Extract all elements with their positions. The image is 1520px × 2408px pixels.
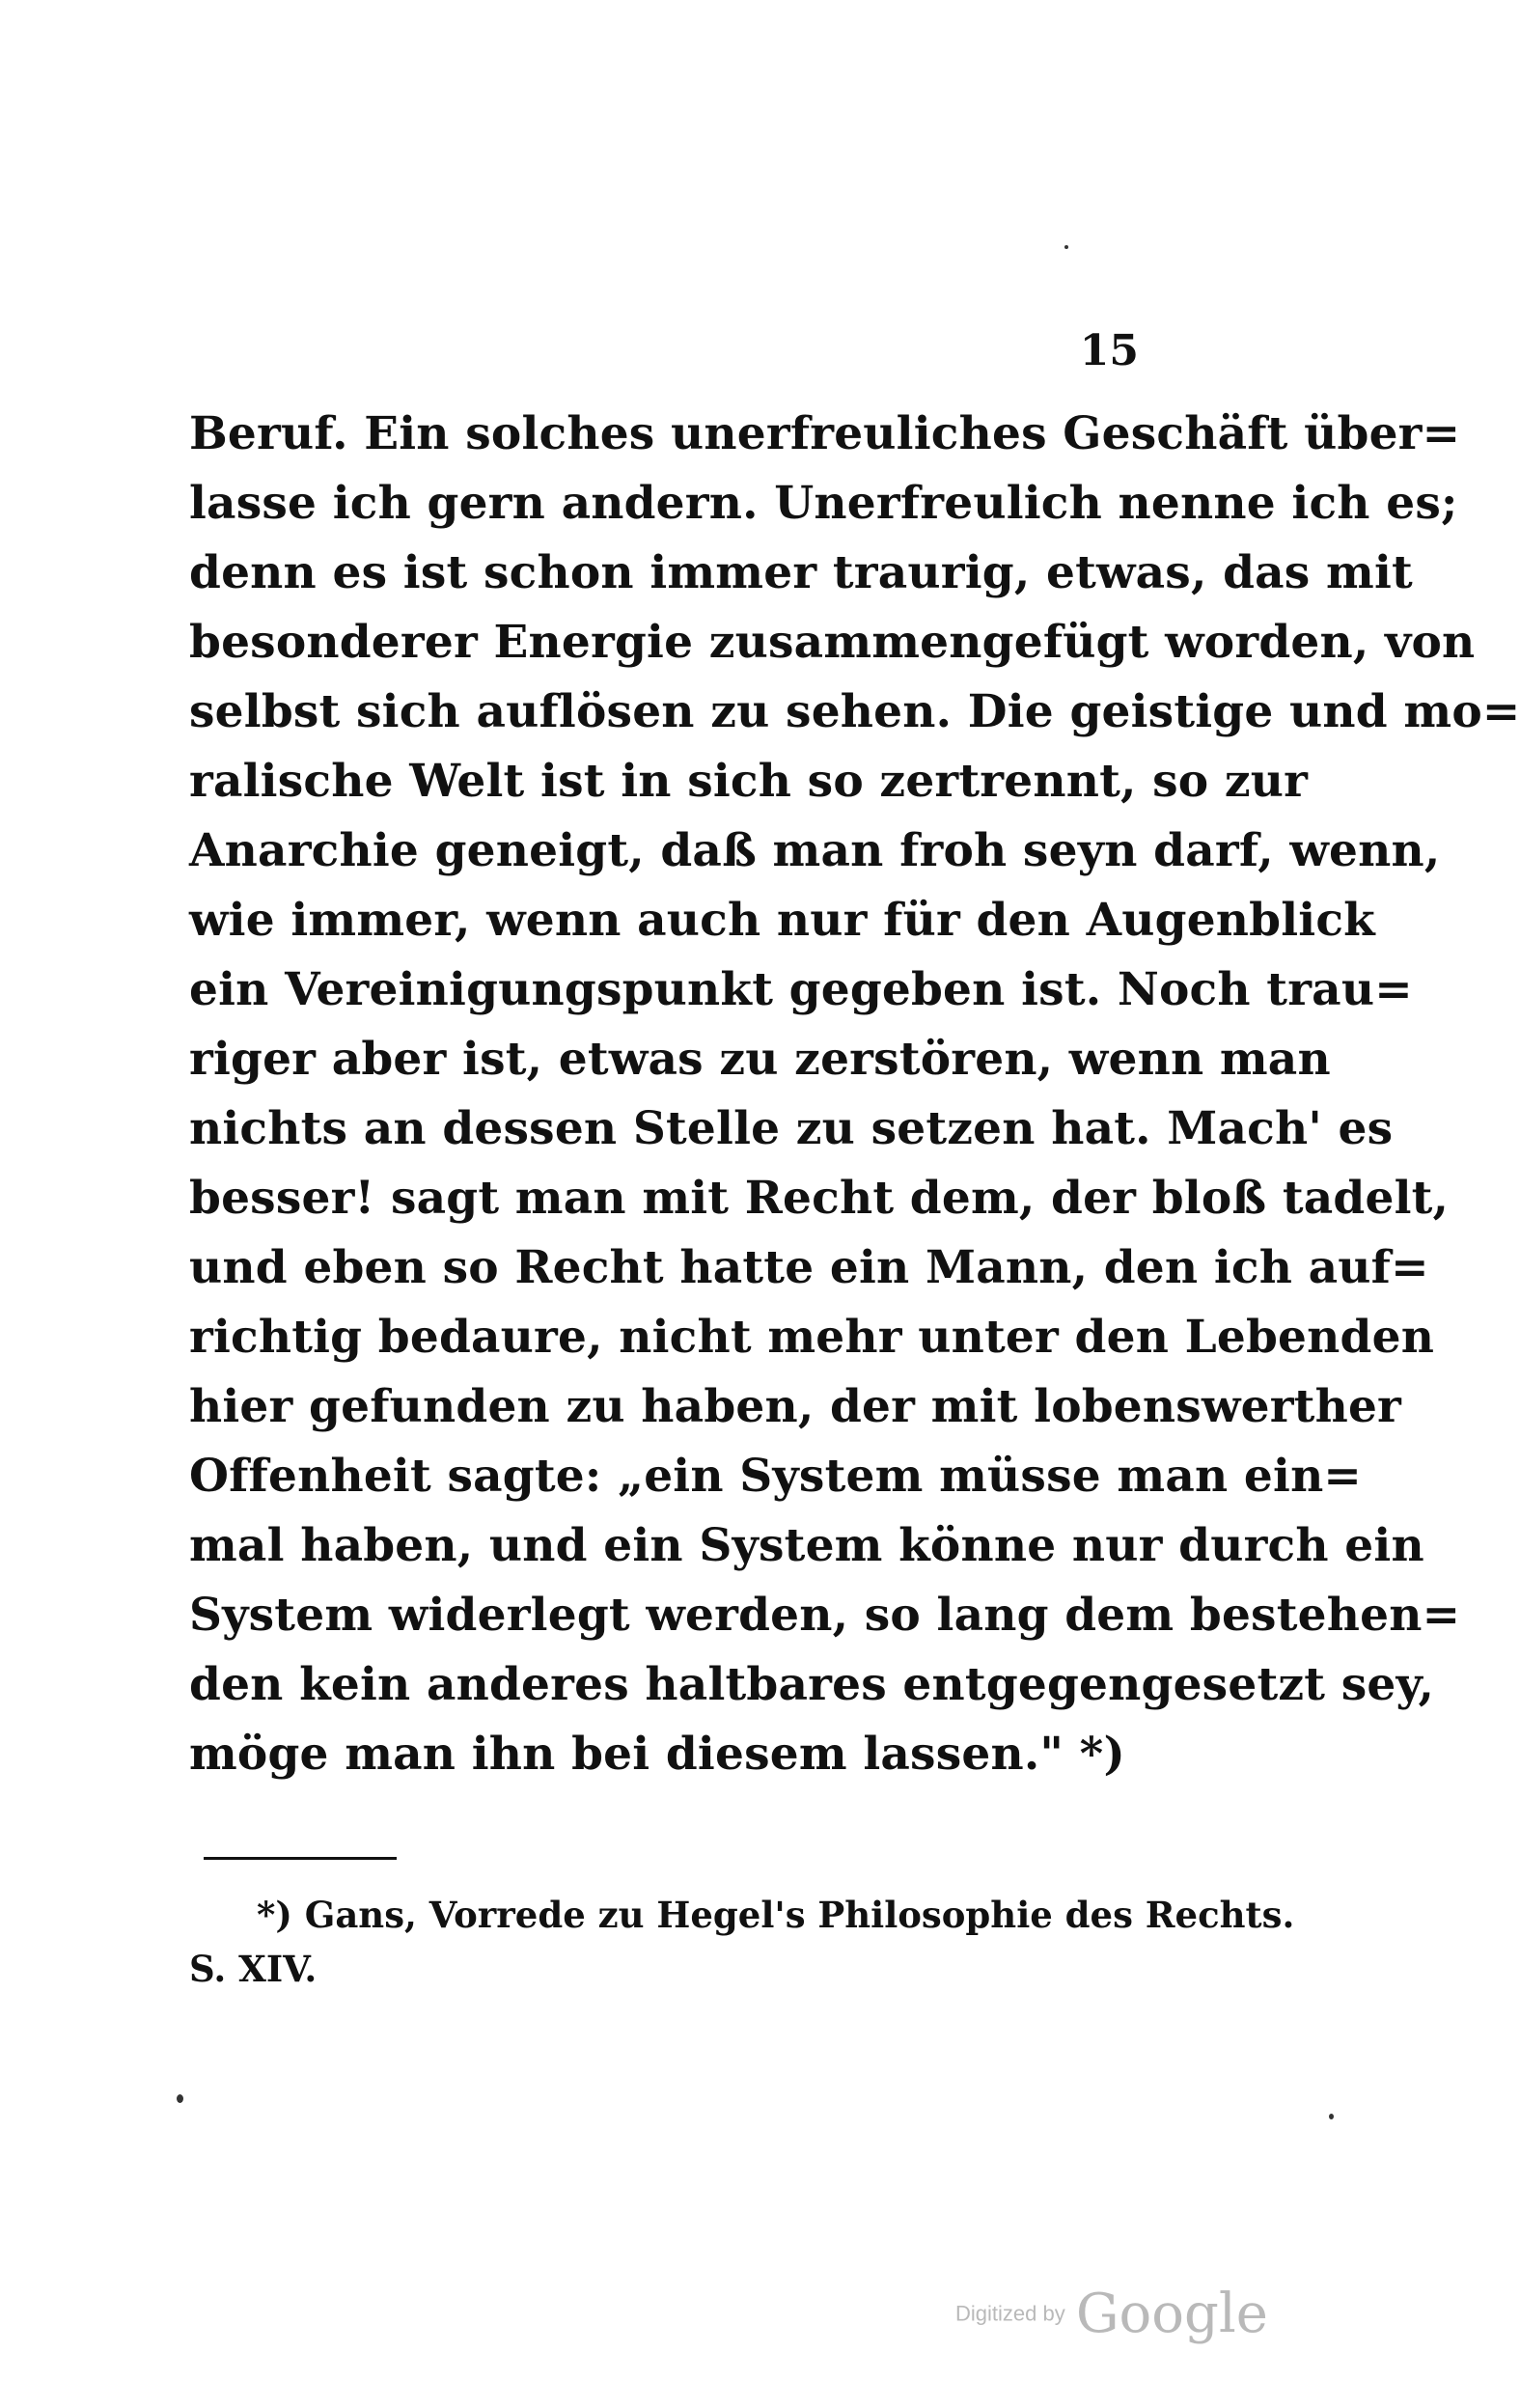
body-line: den kein anderes haltbares entgegengesetzt sey, [189, 1658, 1435, 1711]
body-line: möge man ihn bei diesem lassen." *) [189, 1728, 1125, 1781]
body-line: wie immer, wenn auch nur für den Augenblick [189, 894, 1375, 947]
footnote-line: S. XIV. [189, 1948, 318, 1990]
body-line: nichts an dessen Stelle zu setzen hat. Mach' es [189, 1102, 1394, 1155]
body-line: lasse ich gern andern. Unerfreulich nenne ich es; [189, 477, 1458, 530]
body-line: richtig bedaure, nicht mehr unter den Lebenden [189, 1311, 1435, 1364]
body-line: selbst sich auflösen zu sehen. Die geistige und mo= [189, 685, 1520, 738]
body-line: riger aber ist, etwas zu zerstören, wenn man [189, 1033, 1331, 1086]
ink-speck [1329, 2114, 1334, 2119]
body-line: System widerlegt werden, so lang dem bestehen= [189, 1589, 1461, 1642]
body-line: Anarchie geneigt, daß man froh seyn darf, wenn, [189, 824, 1441, 877]
footnote [189, 1888, 1295, 1996]
body-line: mal haben, und ein System könne nur durch ein [189, 1519, 1424, 1572]
digitized-watermark [955, 2283, 1268, 2345]
body-line: besser! sagt man mit Recht dem, der bloß tadelt, [189, 1172, 1450, 1225]
watermark-prefix: Digitized by [955, 2301, 1065, 2326]
google-logo: Google [1075, 2283, 1268, 2345]
page-number: 15 [1079, 326, 1139, 375]
ink-speck [177, 2094, 183, 2103]
body-line: hier gefunden zu haben, der mit lobenswerther [189, 1380, 1402, 1433]
body-line: und eben so Recht hatte ein Mann, den ich auf= [189, 1241, 1429, 1294]
body-line: Offenheit sagte: „ein System müsse man ein= [189, 1450, 1363, 1503]
body-text [189, 400, 1520, 1789]
ink-speck [1064, 245, 1068, 249]
body-line: besonderer Energie zusammengefügt worden, von [189, 616, 1476, 669]
body-line: ralische Welt ist in sich so zertrennt, so zur [189, 755, 1309, 808]
footnote-rule [204, 1857, 397, 1860]
body-line: denn es ist schon immer traurig, etwas, das mit [189, 546, 1413, 599]
footnote-line: *) Gans, Vorrede zu Hegel's Philosophie des Rechts. [257, 1894, 1295, 1936]
body-line: Beruf. Ein solches unerfreuliches Geschäft über= [189, 407, 1461, 460]
body-line: ein Vereinigungspunkt gegeben ist. Noch trau= [189, 963, 1413, 1016]
